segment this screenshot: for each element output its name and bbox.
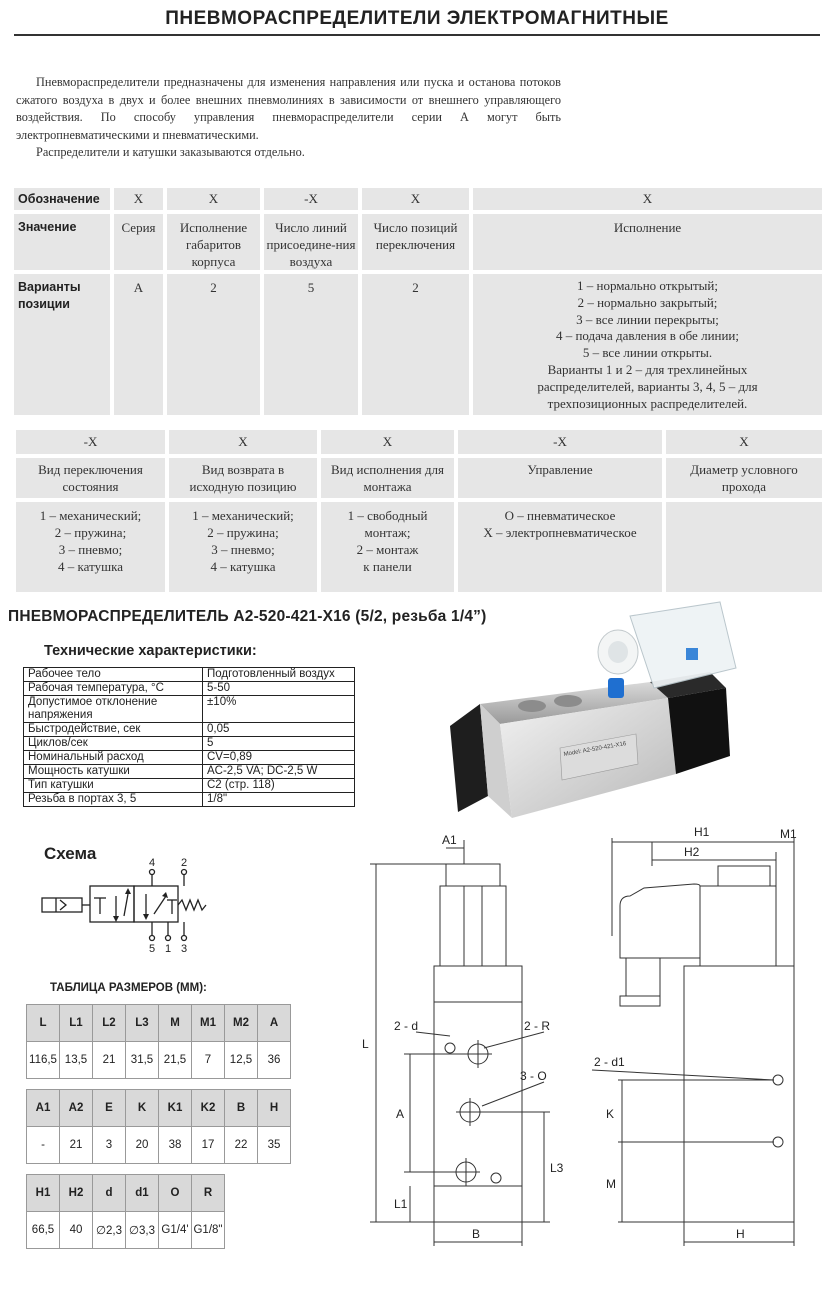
dimension-value: 38 <box>159 1127 192 1164</box>
spec-row <box>24 779 355 793</box>
dim-label: 2 - d <box>394 1019 419 1033</box>
execution-line: трехпозиционных распределителей. <box>547 395 748 411</box>
nameplate-text: Model: A2-520-421-X16 <box>563 741 627 758</box>
dimension-table-3 <box>26 1174 225 1249</box>
spec-name: Рабочая температура, °С <box>24 682 203 696</box>
dimension-header: M1 <box>192 1005 225 1042</box>
t2-meaning: Управление <box>458 458 662 498</box>
dimension-header: H2 <box>60 1175 93 1212</box>
t2-meaning: Вид исполнения для монтажа <box>321 458 454 498</box>
solenoid-front <box>668 688 730 774</box>
dimensions-heading: ТАБЛИЦА РАЗМЕРОВ (ММ): <box>50 982 207 994</box>
dimension-value: 35 <box>258 1127 291 1164</box>
designation-execution: X <box>473 188 822 210</box>
execution-line: 2 – нормально закрытый; <box>577 294 718 310</box>
dimension-header: H1 <box>27 1175 60 1212</box>
dimension-header: L <box>27 1005 60 1042</box>
coil-connector <box>630 602 736 688</box>
intro-text <box>16 74 561 162</box>
dimension-value: 21,5 <box>159 1042 192 1079</box>
variant-line: 1 – свободный <box>347 508 428 523</box>
dimension-value: G1/4' <box>159 1212 192 1249</box>
variant-line: 1 – механический; <box>192 508 294 523</box>
variant-size: 2 <box>167 274 260 415</box>
dimension-header: M2 <box>225 1005 258 1042</box>
t2-variants-diameter <box>666 502 822 592</box>
variant-line: 4 – катушка <box>210 559 276 574</box>
spec-row <box>24 737 355 751</box>
dimension-value: 36 <box>258 1042 291 1079</box>
dim-label: 2 - R <box>524 1019 551 1033</box>
dim-label: A <box>396 1107 405 1121</box>
intro-paragraph: Пневмораспределители предназначены для изменения направления или пуска и останова потоков сжатого воздуха в двух и более внешних пневмолиниях в зависимости от внешнего управляющего воздействия. По способу управления пневмораспределители серии А могут быть электропневматическими и пневматическими. <box>16 75 561 142</box>
variant-line: 2 – пружина; <box>54 525 127 540</box>
dim-label: H2 <box>684 845 700 859</box>
gland-hole <box>608 641 628 663</box>
spec-row <box>24 751 355 765</box>
meaning-positions: Число позиций переключения <box>362 214 469 270</box>
execution-line: 3 – все линии перекрыты; <box>576 311 719 327</box>
dimension-header: R <box>192 1175 225 1212</box>
spec-row <box>24 765 355 779</box>
spec-name: Рабочее тело <box>24 668 203 682</box>
dimension-value: 40 <box>60 1212 93 1249</box>
dimension-header: L2 <box>93 1005 126 1042</box>
t2-designation: X <box>666 430 822 454</box>
dimension-header: d1 <box>126 1175 159 1212</box>
dimension-value: 21 <box>93 1042 126 1079</box>
meaning-execution: Исполнение <box>473 214 822 270</box>
dimension-value: 20 <box>126 1127 159 1164</box>
spec-value: 5 <box>203 737 355 751</box>
variant-line: 2 – пружина; <box>207 525 279 540</box>
dimension-header: M <box>159 1005 192 1042</box>
spec-name: Быстродействие, сек <box>24 723 203 737</box>
dimension-header-row <box>27 1090 291 1127</box>
dimension-drawing <box>354 826 824 1252</box>
dim-label: L3 <box>550 1161 564 1175</box>
execution-line: распределителей, варианты 3, 4, 5 – для <box>537 378 758 394</box>
spec-value: 0,05 <box>203 723 355 737</box>
spec-table <box>23 667 355 807</box>
dim-label: M1 <box>780 827 797 841</box>
spec-row <box>24 793 355 807</box>
variant-execution <box>473 274 822 415</box>
dimension-header: B <box>225 1090 258 1127</box>
side-gland-nut <box>620 996 660 1006</box>
dim-label: 2 - d1 <box>594 1055 625 1069</box>
dim-label: A1 <box>442 833 457 847</box>
dimension-value: 66,5 <box>27 1212 60 1249</box>
dim-label: H1 <box>694 826 710 839</box>
manual-override <box>608 678 624 698</box>
spec-name: Циклов/сек <box>24 737 203 751</box>
meaning-series: Серия <box>114 214 163 270</box>
dimension-header: L1 <box>60 1005 93 1042</box>
dimension-header-row <box>27 1005 291 1042</box>
variant-line: 4 – катушка <box>58 559 123 574</box>
spec-value: 5-50 <box>203 682 355 696</box>
dimension-value-row <box>27 1042 291 1079</box>
execution-line: 5 – все линии открыты. <box>582 345 713 361</box>
designation-positions: X <box>362 188 469 210</box>
dim-label: L <box>362 1037 369 1051</box>
dimension-value: - <box>27 1127 60 1164</box>
connector-led <box>686 648 698 660</box>
dimension-header: K1 <box>159 1090 192 1127</box>
port <box>554 695 582 707</box>
dimension-header-row <box>27 1175 225 1212</box>
t2-variants-mounting <box>321 502 454 592</box>
designation-lines: -X <box>264 188 358 210</box>
dimension-value: 17 <box>192 1127 225 1164</box>
dimension-header: K <box>126 1090 159 1127</box>
schema-title: Схема <box>44 844 97 863</box>
t2-designation: -X <box>16 430 165 454</box>
spec-row <box>24 723 355 737</box>
variant-line: 2 – монтаж <box>356 542 419 557</box>
port-label: 3 <box>180 943 188 955</box>
dimension-value: ∅2,3 <box>93 1212 126 1249</box>
dimension-value: 21 <box>60 1127 93 1164</box>
front-body <box>434 966 522 1222</box>
dimension-value: 7 <box>192 1042 225 1079</box>
port <box>518 700 546 712</box>
meaning-size: Исполнение габаритов корпуса <box>167 214 260 270</box>
dimension-header: E <box>93 1090 126 1127</box>
variant-line: 1 – механический; <box>39 508 142 523</box>
t2-designation: -X <box>458 430 662 454</box>
t2-variants-control <box>458 502 662 592</box>
t2-variants-switching <box>16 502 165 592</box>
spec-value: AC-2,5 VA; DC-2,5 W <box>203 765 355 779</box>
dim-label: B <box>472 1227 481 1241</box>
execution-line: 1 – нормально открытый; <box>577 278 718 293</box>
designation-size: X <box>167 188 260 210</box>
dimension-value-row <box>27 1212 225 1249</box>
dimension-header: A <box>258 1005 291 1042</box>
t2-designation: X <box>321 430 454 454</box>
execution-line: 4 – подача давления в обе линии; <box>555 328 740 344</box>
solenoid-symbol <box>42 898 82 912</box>
spec-row <box>24 668 355 682</box>
execution-line: Варианты 1 и 2 – для трехлинейных <box>547 361 748 377</box>
spec-name: Мощность катушки <box>24 765 203 779</box>
spec-name: Номинальный расход <box>24 751 203 765</box>
front-coil <box>440 886 506 966</box>
dimension-value: 3 <box>93 1127 126 1164</box>
spec-name: Резьба в портах 3, 5 <box>24 793 203 807</box>
dimension-header: L3 <box>126 1005 159 1042</box>
product-title: ПНЕВМОРАСПРЕДЕЛИТЕЛЬ А2-520-421-Х16 (5/2, резьба 1/4”) <box>8 608 487 625</box>
t2-meaning: Вид возврата в исходную позицию <box>169 458 317 498</box>
row-label-meaning: Значение <box>14 214 110 270</box>
spec-row <box>24 682 355 696</box>
dim-label: 3 - O <box>520 1069 547 1083</box>
port-label: 5 <box>148 943 156 955</box>
intro-note: Распределители и катушки заказываются отдельно. <box>36 145 305 159</box>
spec-value: 1/8" <box>203 793 355 807</box>
front-coil-nut <box>446 864 500 886</box>
port-label: 2 <box>180 857 188 869</box>
row-label-variants: Варианты позиции <box>14 274 110 415</box>
variant-line: О – пневматическое <box>504 508 616 523</box>
spec-name: Допустимое отклонение напряжения <box>24 696 203 723</box>
variant-lines: 5 <box>264 274 358 415</box>
side-connector <box>620 884 700 958</box>
dimension-value: 13,5 <box>60 1042 93 1079</box>
port-label: 1 <box>164 943 172 955</box>
dimension-value-row <box>27 1127 291 1164</box>
row-label-designation: Обозначение <box>14 188 110 210</box>
spec-heading: Технические характеристики: <box>44 643 257 659</box>
dimension-value: 31,5 <box>126 1042 159 1079</box>
page-title: ПНЕВМОРАСПРЕДЕЛИТЕЛИ ЭЛЕКТРОМАГНИТНЫЕ <box>165 8 669 29</box>
dimension-value: G1/8" <box>192 1212 225 1249</box>
variant-positions: 2 <box>362 274 469 415</box>
side-gland <box>626 958 660 996</box>
pneumatic-symbol <box>36 856 226 956</box>
dim-label: K <box>606 1107 615 1121</box>
variant-line: Х – электропневматическое <box>483 525 637 540</box>
dimension-value: 116,5 <box>27 1042 60 1079</box>
t2-meaning: Диаметр условного прохода <box>666 458 822 498</box>
dimension-table-2 <box>26 1089 291 1164</box>
valve-photo <box>440 596 760 828</box>
dimension-header: A2 <box>60 1090 93 1127</box>
variant-line: 3 – пневмо; <box>58 542 123 557</box>
spec-row <box>24 696 355 723</box>
designation-series: X <box>114 188 163 210</box>
dimension-header: d <box>93 1175 126 1212</box>
dim-label: H <box>736 1227 745 1241</box>
spec-value: ±10% <box>203 696 355 723</box>
spec-value: Подготовленный воздух <box>203 668 355 682</box>
t2-designation: X <box>169 430 317 454</box>
dimension-table-1 <box>26 1004 291 1079</box>
variant-line: монтаж; <box>364 525 411 540</box>
side-coil-nut <box>718 866 770 886</box>
t2-variants-return <box>169 502 317 592</box>
dimension-header: A1 <box>27 1090 60 1127</box>
dim-label: M <box>606 1177 616 1191</box>
variant-line: к панели <box>363 559 412 574</box>
dimension-value: 12,5 <box>225 1042 258 1079</box>
spec-value: CV=0,89 <box>203 751 355 765</box>
dimension-header: K2 <box>192 1090 225 1127</box>
dimension-header: O <box>159 1175 192 1212</box>
dimension-value: 22 <box>225 1127 258 1164</box>
dim-label: L1 <box>394 1197 408 1211</box>
variant-line: 3 – пневмо; <box>211 542 275 557</box>
spec-value: C2 (стр. 118) <box>203 779 355 793</box>
side-coil <box>700 886 776 966</box>
variant-series: А <box>114 274 163 415</box>
dimension-header: H <box>258 1090 291 1127</box>
side-body <box>684 966 794 1222</box>
spec-name: Тип катушки <box>24 779 203 793</box>
t2-meaning: Вид переключения состояния <box>16 458 165 498</box>
meaning-lines: Число линий присоедине-ния воздуха <box>264 214 358 270</box>
dimension-value: ∅3,3 <box>126 1212 159 1249</box>
title-divider <box>14 34 820 36</box>
port-label: 4 <box>148 857 156 869</box>
spring-symbol <box>178 900 206 910</box>
